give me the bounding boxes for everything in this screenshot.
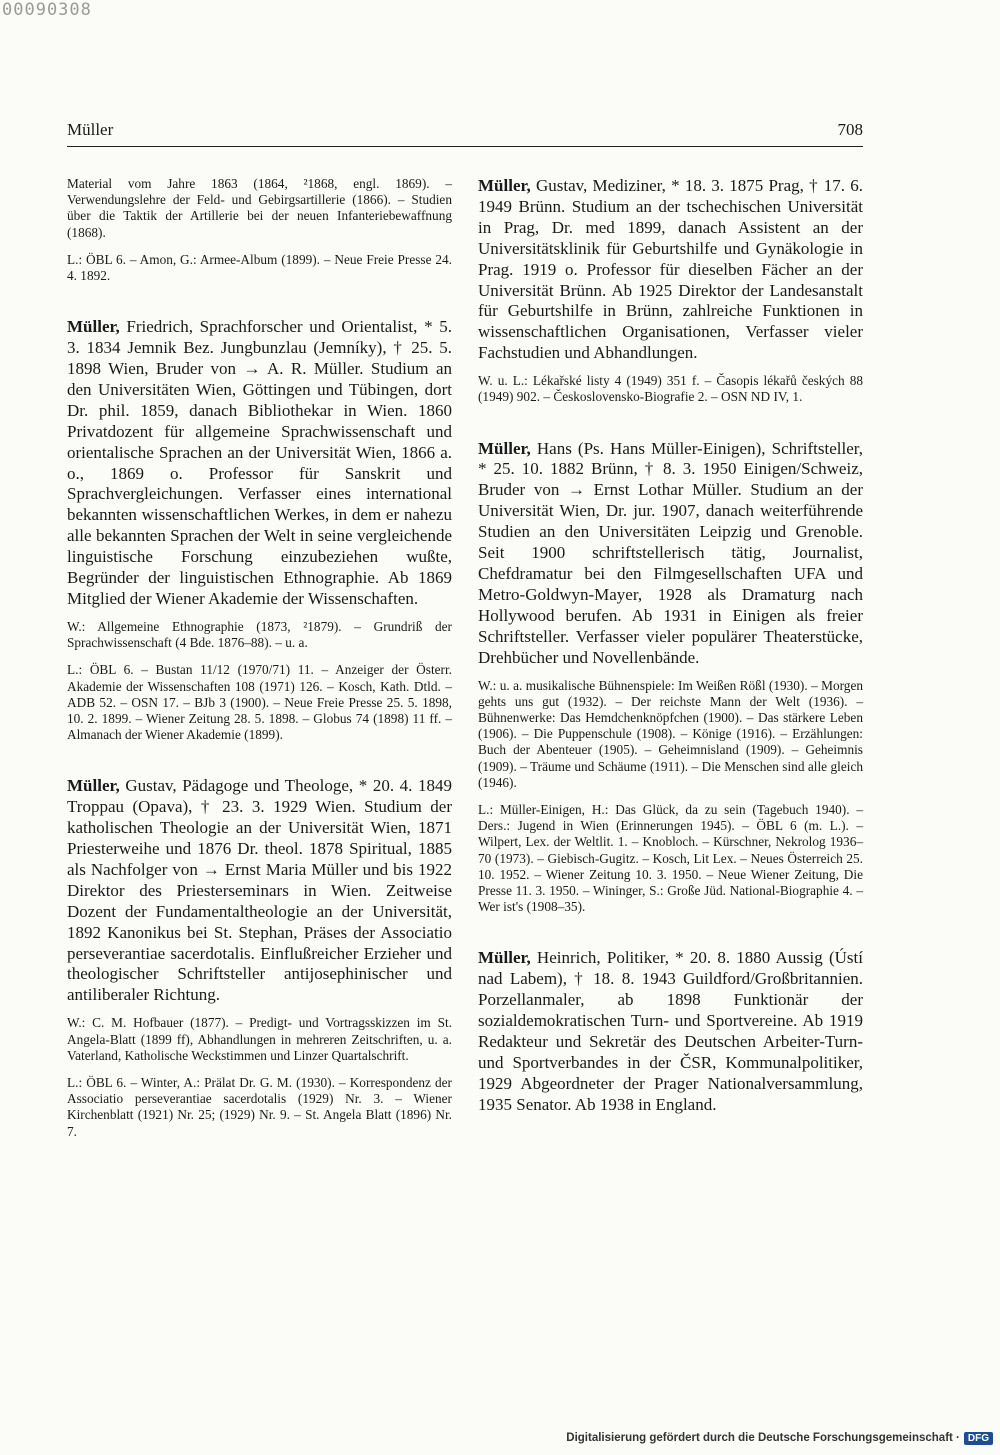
dfg-logo: DFG: [964, 1432, 993, 1445]
reference-note: [67, 662, 452, 743]
entry-text: W.: u. a. musikalische Bühnenspiele: Im Weißen Rößl (1930). – Morgen gehts uns gut (1932). – Der reichste Mann der Welt (1936). – Bühnenwerke: Das Hemdchenknöpfchen (1900). – Das stärkere Leben (1906). – Die Puppenschule (1908). – Könige (1916). – Erzählungen: Buch der Abenteuer (1905). – Geheimnisland (1909). – Geheimnis (1909). – Träume und Schäume (1911). – Die Menschen sind alle gleich (1946).: [478, 677, 863, 790]
entry-text: Gustav, Mediziner, * 18. 3. 1875 Prag, † 17. 6. 1949 Brünn. Studium an der tschechischen Universität in Prag, Dr. med 1899, danach Assistent an der Universitätsklinik für Geburtshilfe und Gynäkologie in Prag. 1919 o. Professor für dieselben Fächer an der Universität Brünn. Ab 1925 Direktor der Landesanstalt für Geburtshilfe in Brünn, zahlreiche Funktionen in wissenschaftlichen Organisationen, Verfasser vieler Fachstudien und Abhandlungen.: [478, 176, 863, 363]
biography-entry: [478, 439, 863, 669]
left-column: [67, 176, 452, 1151]
entry-name: Müller,: [478, 176, 531, 195]
biography-entry: [67, 776, 452, 1006]
entry-text: W.: Allgemeine Ethnographie (1873, ²1879). – Grundriß der Sprachwissenschaft (4 Bde. 1876–88). – u. a.: [67, 618, 452, 651]
reference-note: [67, 1015, 452, 1064]
footer-text: Digitalisierung gefördert durch die Deutsche Forschungsgemeinschaft ·: [566, 1432, 960, 1444]
right-column: [478, 176, 863, 1125]
footer-credit: [566, 1432, 993, 1445]
reference-note: [67, 176, 452, 241]
entry-name: Müller,: [478, 438, 531, 458]
biography-entry: [478, 176, 863, 364]
entry-text: L.: Müller-Einigen, H.: Das Glück, da zu sein (Tagebuch 1940). – Ders.: Jugend in Wien (Erinnerungen 1945). – ÖBL 6 (m. L.). – Wilpert, Lex. der Weltlit. 1. – Knobloch. – Kürschner, Nekrolog 1936–70 (1973). – Giebisch-Gugitz. – Kosch, Lit Lex. – Neues Österreich 25. 10. 1952. – Wiener Zeitung 10. 3. 1950. – Neue Wiener Zeitung, Die Presse 11. 3. 1950. – Wininger, S.: Große Jüd. National-Biographie 4. – Wer ist's (1908–35).: [478, 801, 863, 915]
entry-spacer: [478, 926, 863, 948]
reference-note: [67, 1075, 452, 1140]
reference-note: [478, 373, 863, 405]
entry-text: W. u. L.: Lékařské listy 4 (1949) 351 f. – Časopis lékařů českých 88 (1949) 902. – Československo-Biografie 2. – OSN ND IV, 1.: [478, 373, 863, 405]
entry-spacer: [67, 295, 452, 317]
entry-text: L.: ÖBL 6. – Winter, A.: Prälat Dr. G. M. (1930). – Korrespondenz der Associatio perseverantiae sacerdotalis (1929) Nr. 3. – Wiener Kirchenblatt (1921) Nr. 25; (1929) Nr. 9. – St. Angela Blatt (1896) Nr. 7.: [67, 1074, 452, 1139]
entry-spacer: [478, 417, 863, 439]
entry-text: W.: C. M. Hofbauer (1877). – Predigt- und Vortragsskizzen im St. Angela-Blatt (1899 ff), Abhandlungen in mehreren Zeitschriften, u. a. Vaterland, Katholische Weckstimmen und Linzer Quartalschrift.: [67, 1015, 452, 1063]
entry-name: Müller,: [67, 776, 120, 796]
entry-name: Müller,: [67, 317, 120, 337]
entry-text: Material vom Jahre 1863 (1864, ²1868, engl. 1869). – Verwendungslehre der Feld- und Gebirgsartillerie (1866). – Studien über die Taktik der Artillerie bei der neuen Infanteriebewaffnung (1868).: [67, 176, 452, 240]
entry-text: Heinrich, Politiker, * 20. 8. 1880 Aussig (Ústí nad Labem), † 18. 8. 1943 Guildford/Großbritannien. Porzellanmaler, ab 1898 Funktionär der sozialdemokratischen Turn- und Sportvereine. Ab 1919 Redakteur und Sekretär des Deutschen Arbeiter-Turn- und Sportverbandes in der ČSR, Kommunalpolitiker, 1929 Abgeordneter der Prager Nationalversammlung, 1935 Senator. Ab 1938 in England.: [478, 948, 863, 1114]
page-number: 708: [837, 120, 863, 139]
reference-note: [478, 802, 863, 915]
entry-text: Friedrich, Sprachforscher und Orientalist, * 5. 3. 1834 Jemnik Bez. Jungbunzlau (Jemníky), † 25. 5. 1898 Wien, Bruder von → A. R. Müller. Studium an den Universitäten Wien, Göttingen und Tübingen, dort Dr. phil. 1859, danach Bibliothekar in Wien. 1860 Privatdozent für allgemeine Sprachwissenschaft und orientalische Sprachen an der Universität Wien, 1866 a. o., 1869 o. Professor für Sanskrit und Sprachvergleichungen. Verfasser eines international bekannten wissenschaftlichen Werkes, in dem er nahezu alle bekannten Sprachen der Welt in seine vergleichende linguistische Forschung einzubeziehen wußte, Begründer der linguistischen Ethnographie. Ab 1869 Mitglied der Wiener Akademie der Wissenschaften.: [67, 317, 452, 608]
running-head: Müller: [67, 120, 114, 139]
entry-text: L.: ÖBL 6. – Amon, G.: Armee-Album (1899). – Neue Freie Presse 24. 4. 1892.: [67, 251, 452, 284]
entry-text: Hans (Ps. Hans Müller-Einigen), Schriftsteller, * 25. 10. 1882 Brünn, † 8. 3. 1950 Einigen/Schweiz, Bruder von → Ernst Lothar Müller. Studium an der Universität Wien, Dr. jur. 1907, danach weiterführende Studien an den Universitäten Leipzig und Grenoble. Seit 1900 schriftstellerisch tätig, Journalist, Chefdramatur bei den Filmgesellschaften UFA und Metro-Goldwyn-Mayer, 1928 als Dramaturg nach Hollywood berufen. Ab 1931 in Einigen als freier Schriftsteller. Verfasser vieler populärer Theaterstücke, Drehbücher und Novellenbände.: [478, 438, 863, 667]
header-rule: [67, 146, 863, 147]
biography-entry: [478, 948, 863, 1115]
reference-note: [478, 678, 863, 791]
entry-text: Gustav, Pädagoge und Theologe, * 20. 4. 1849 Troppau (Opava), † 23. 3. 1929 Wien. Studium der katholischen Theologie an der Universität Wien, 1871 Priesterweihe und 1876 Dr. theol. 1878 Spiritual, 1885 als Nachfolger von → Ernst Maria Müller und bis 1922 Direktor des Priesterseminars in Wien. Zeitweise Dozent der Fundamentaltheologie an der Universität, 1892 Kanonikus bei St. Stephan, Präses der Associatio perseverantiae sacerdotalis. Einflußreicher Erzieher und theologischer Schriftsteller antijosephinischer und antiliberaler Richtung.: [67, 776, 452, 1005]
entry-spacer: [67, 754, 452, 776]
entry-text: L.: ÖBL 6. – Bustan 11/12 (1970/71) 11. – Anzeiger der Österr. Akademie der Wissenschaften 108 (1971) 126. – Kosch, Kath. Dtld. – ADB 52. – OSN 17. – BJb 3 (1900). – Neue Freie Presse 25. 5. 1898, 10. 2. 1899. – Wiener Zeitung 28. 5. 1898. – Globus 74 (1898) 11 ff. – Almanach der Wiener Akademie (1899).: [67, 662, 452, 743]
reference-note: [67, 252, 452, 284]
scan-stamp: 00090308: [2, 0, 92, 20]
biography-entry: [67, 317, 452, 610]
entry-name: Müller,: [478, 948, 531, 968]
reference-note: [67, 619, 452, 651]
